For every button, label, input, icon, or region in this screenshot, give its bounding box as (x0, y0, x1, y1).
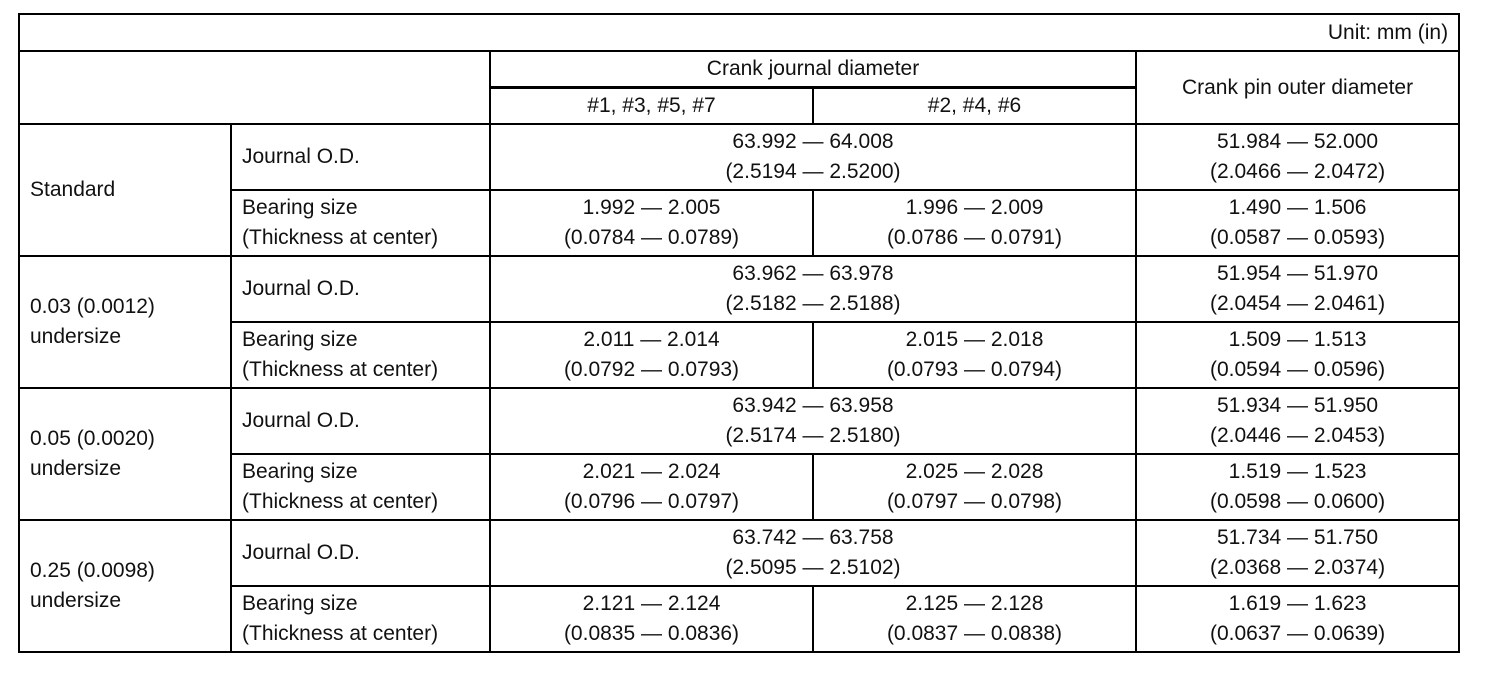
group-label-line: Standard (30, 178, 116, 201)
group-label (19, 520, 231, 652)
table-row (19, 520, 1459, 586)
journal-diameter-value (490, 520, 1136, 586)
header-journal-even: #2, #4, #6 (813, 88, 1136, 125)
journal-diameter-value (490, 124, 1136, 190)
header-journal-odd: #1, #3, #5, #7 (490, 88, 813, 125)
group-label (19, 388, 231, 520)
row-label-journal: Journal O.D. (231, 520, 490, 586)
bearing-size-even-line: (0.0797 — 0.0798) (886, 490, 1063, 513)
row-label-bearing-line: Bearing size (242, 196, 358, 219)
table-row (19, 124, 1459, 190)
bearing-size-odd (490, 322, 813, 388)
row-label-bearing (231, 454, 490, 520)
bearing-size-pin-line: 1.490 — 1.506 (1228, 196, 1367, 219)
bearing-size-odd (490, 190, 813, 256)
bearing-size-even (813, 322, 1136, 388)
pin-diameter-value-line: 51.984 — 52.000 (1216, 130, 1379, 153)
pin-diameter-value-line: (2.0454 — 2.0461) (1209, 292, 1386, 315)
bearing-size-even (813, 454, 1136, 520)
bearing-size-odd-line: 2.121 — 2.124 (582, 592, 721, 615)
bearing-size-odd-line: (0.0796 — 0.0797) (563, 490, 740, 513)
row-label-bearing-line: Bearing size (242, 328, 358, 351)
row-label-bearing-line: (Thickness at center) (242, 622, 439, 645)
pin-diameter-value-line: 51.954 — 51.970 (1216, 262, 1379, 285)
bearing-size-odd-line: (0.0792 — 0.0793) (563, 358, 740, 381)
bearing-size-pin (1136, 322, 1459, 388)
bearing-size-even (813, 586, 1136, 652)
group-label-line: 0.25 (0.0098) (30, 559, 155, 582)
journal-diameter-value-line: (2.5182 — 2.5188) (725, 292, 901, 315)
journal-diameter-value (490, 388, 1136, 454)
pin-diameter-value-line: (2.0368 — 2.0374) (1209, 556, 1386, 579)
bearing-size-pin-line: (0.0598 — 0.0600) (1209, 490, 1386, 513)
row-label-bearing (231, 322, 490, 388)
table-row (19, 586, 1459, 652)
pin-diameter-value (1136, 388, 1459, 454)
row-label-bearing-line: (Thickness at center) (242, 358, 439, 381)
table-row (19, 256, 1459, 322)
pin-diameter-value-line: 51.734 — 51.750 (1216, 526, 1379, 549)
bearing-size-pin-line: 1.619 — 1.623 (1228, 592, 1367, 615)
pin-diameter-value-line: (2.0446 — 2.0453) (1209, 424, 1386, 447)
journal-diameter-value-line: 63.942 — 63.958 (732, 394, 894, 417)
table-row (19, 454, 1459, 520)
spec-table (18, 13, 1460, 653)
bearing-size-pin-line: (0.0637 — 0.0639) (1209, 622, 1386, 645)
table-row (19, 322, 1459, 388)
corner-cell (19, 51, 490, 124)
bearing-size-even-line: (0.0837 — 0.0838) (886, 622, 1063, 645)
row-label-bearing-line: (Thickness at center) (242, 226, 439, 249)
row-label-journal: Journal O.D. (231, 124, 490, 190)
bearing-size-even-line: 1.996 — 2.009 (905, 196, 1044, 219)
group-label-line: 0.05 (0.0020) (30, 427, 155, 450)
bearing-size-odd-line: 2.021 — 2.024 (582, 460, 721, 483)
group-label (19, 124, 231, 256)
row-label-journal: Journal O.D. (231, 388, 490, 454)
bearing-size-pin (1136, 586, 1459, 652)
journal-diameter-value-line: (2.5095 — 2.5102) (725, 556, 901, 579)
row-label-bearing-line: Bearing size (242, 592, 358, 615)
bearing-size-pin-line: 1.519 — 1.523 (1228, 460, 1367, 483)
group-label-line: undersize (30, 457, 122, 480)
bearing-size-even-line: (0.0793 — 0.0794) (886, 358, 1063, 381)
journal-diameter-value-line: (2.5174 — 2.5180) (725, 424, 901, 447)
group-label (19, 256, 231, 388)
header-journal-diameter: Crank journal diameter (490, 51, 1136, 88)
row-label-journal: Journal O.D. (231, 256, 490, 322)
bearing-size-odd-line: 1.992 — 2.005 (582, 196, 721, 219)
bearing-size-pin (1136, 454, 1459, 520)
bearing-size-pin (1136, 190, 1459, 256)
group-label-line: undersize (30, 589, 122, 612)
bearing-size-even (813, 190, 1136, 256)
bearing-size-even-line: 2.125 — 2.128 (905, 592, 1044, 615)
bearing-size-pin-line: (0.0594 — 0.0596) (1209, 358, 1386, 381)
journal-diameter-value-line: (2.5194 — 2.5200) (725, 160, 901, 183)
bearing-size-odd (490, 454, 813, 520)
journal-diameter-value (490, 256, 1136, 322)
table-row (19, 190, 1459, 256)
group-label-line: 0.03 (0.0012) (30, 295, 155, 318)
bearing-size-odd (490, 586, 813, 652)
group-label-line: undersize (30, 325, 122, 348)
bearing-size-odd-line: (0.0784 — 0.0789) (563, 226, 740, 249)
pin-diameter-value (1136, 520, 1459, 586)
unit-label: Unit: mm (in) (19, 14, 1459, 51)
pin-diameter-value (1136, 124, 1459, 190)
bearing-size-even-line: 2.015 — 2.018 (905, 328, 1044, 351)
pin-diameter-value-line: 51.934 — 51.950 (1216, 394, 1379, 417)
row-label-bearing-line: Bearing size (242, 460, 358, 483)
row-label-bearing (231, 586, 490, 652)
row-label-bearing-line: (Thickness at center) (242, 490, 439, 513)
bearing-size-odd-line: 2.011 — 2.014 (583, 328, 720, 351)
pin-diameter-value (1136, 256, 1459, 322)
row-label-bearing (231, 190, 490, 256)
journal-diameter-value-line: 63.742 — 63.758 (732, 526, 894, 549)
bearing-size-even-line: 2.025 — 2.028 (905, 460, 1044, 483)
bearing-size-pin-line: 1.509 — 1.513 (1228, 328, 1367, 351)
pin-diameter-value-line: (2.0466 — 2.0472) (1209, 160, 1386, 183)
header-pin-diameter: Crank pin outer diameter (1136, 51, 1459, 124)
bearing-size-odd-line: (0.0835 — 0.0836) (563, 622, 740, 645)
bearing-size-even-line: (0.0786 — 0.0791) (886, 226, 1063, 249)
journal-diameter-value-line: 63.992 — 64.008 (732, 130, 894, 153)
table-row (19, 388, 1459, 454)
bearing-size-pin-line: (0.0587 — 0.0593) (1209, 226, 1386, 249)
journal-diameter-value-line: 63.962 — 63.978 (732, 262, 894, 285)
